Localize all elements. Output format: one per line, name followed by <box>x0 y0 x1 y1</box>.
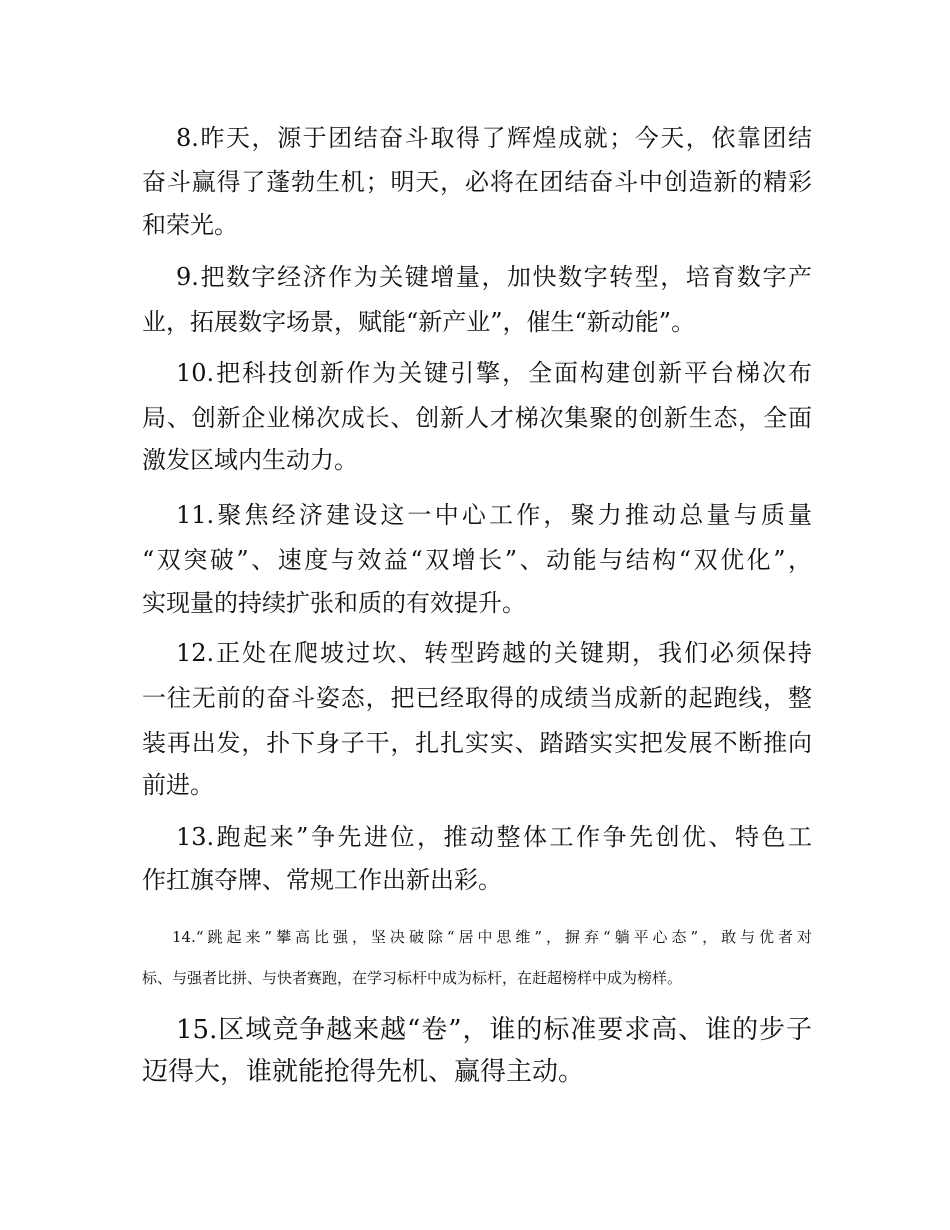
paragraph-line: 一往无前的奋斗姿态，把已经取得的成绩当成新的起跑线，整 <box>142 684 812 712</box>
paragraph-line: 10.把科技创新作为关键引擎，全面构建创新平台梯次布 <box>176 359 812 387</box>
paragraph-line: 8.昨天，源于团结奋斗取得了辉煌成就；今天，依靠团结 <box>176 124 812 152</box>
paragraph-line: 和荣光。 <box>142 211 238 239</box>
paragraph-line: 标、与强者比拼、与快者赛跑，在学习标杆中成为标杆，在赶超榜样中成为榜样。 <box>142 969 683 987</box>
paragraph-line: 奋斗赢得了蓬勃生机；明天，必将在团结奋斗中创造新的精彩 <box>142 168 812 196</box>
paragraph-line: “双突破”、速度与效益“双增长”、动能与结构“双优化”， <box>142 546 812 574</box>
paragraph-line: 11.聚焦经济建设这一中心工作，聚力推动总量与质量 <box>176 501 812 529</box>
paragraph-line: 迈得大，谁就能抢得先机、赢得主动。 <box>142 1057 585 1087</box>
paragraph-line: 业，拓展数字场景，赋能“新产业”，催生“新动能”。 <box>142 308 696 336</box>
paragraph-line: 前进。 <box>142 771 214 799</box>
paragraph-line: 作扛旗夺牌、常规工作出新出彩。 <box>142 866 502 894</box>
paragraph-line: 9.把数字经济作为关键增量，加快数字转型，培育数字产 <box>176 263 812 291</box>
paragraph-line: 12.正处在爬坡过坎、转型跨越的关键期，我们必须保持 <box>176 639 812 667</box>
paragraph-line: 激发区域内生动力。 <box>142 446 358 474</box>
paragraph-line: 装再出发，扑下身子干，扎扎实实、踏踏实实把发展不断推向 <box>142 729 812 757</box>
paragraph-line: 局、创新企业梯次成长、创新人才梯次集聚的创新生态，全面 <box>142 404 812 432</box>
paragraph-line: 15.区域竞争越来越“卷”，谁的标准要求高、谁的步子 <box>176 1015 812 1045</box>
paragraph-line: 13.跑起来”争先进位，推动整体工作争先创优、特色工 <box>176 823 812 851</box>
paragraph-line: 14.“跳起来”攀高比强，坚决破除“居中思维”，摒弃“躺平心态”，敢与优者对 <box>172 928 812 946</box>
paragraph-line: 实现量的持续扩张和质的有效提升。 <box>142 589 526 617</box>
